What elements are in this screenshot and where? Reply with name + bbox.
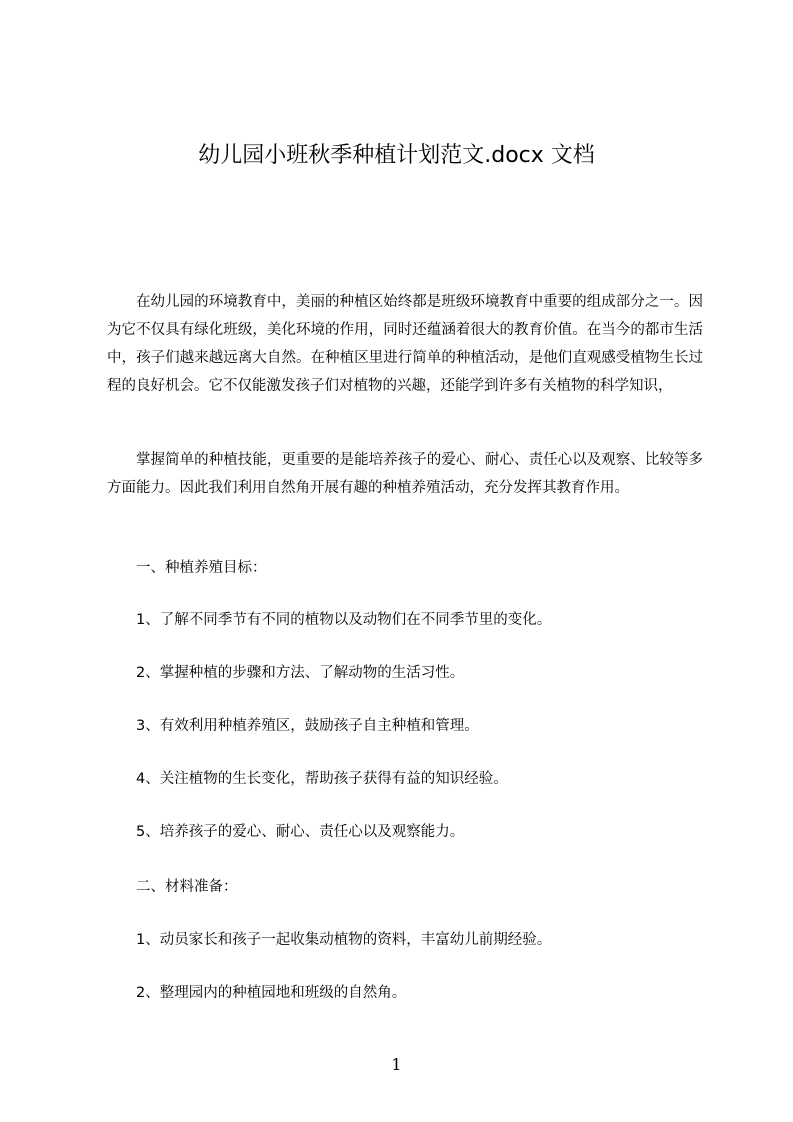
- goal-item-3: 3、有效利用种植养殖区，鼓励孩子自主种植和管理。: [136, 718, 479, 734]
- second-paragraph: 掌握简单的种植技能，更重要的是能培养孩子的爱心、耐心、责任心以及观察、比较等多方面能力。因此我们利用自然角开展有趣的种植养殖活动，充分发挥其教育作用。: [107, 452, 703, 496]
- goal-item-2: 2、掌握种植的步骤和方法、了解动物的生活习性。: [136, 665, 465, 681]
- goal-item-1: 1、了解不同季节有不同的植物以及动物们在不同季节里的变化。: [136, 612, 552, 628]
- material-item-1: 1、动员家长和孩子一起收集动植物的资料，丰富幼儿前期经验。: [136, 932, 552, 948]
- page-number: 1: [391, 1055, 402, 1074]
- goal-item-5: 5、培养孩子的爱心、耐心、责任心以及观察能力。: [136, 824, 465, 840]
- section-heading-goals: 一、种植养殖目标：: [136, 560, 267, 576]
- intro-paragraph: 在幼儿园的环境教育中，美丽的种植区始终都是班级环境教育中重要的组成部分之一。因为它不仅具有绿化班级，美化环境的作用，同时还蕴涵着很大的教育价值。在当今的都市生活中，孩子们越来越远离大自然。在种植区里进行简单的种植活动，是他们直观感受植物生长过程的良好机会。它不仅能激发孩子们对植物的兴趣，还能学到许多有关植物的科学知识，: [107, 294, 703, 394]
- document-title: 幼儿园小班秋季种植计划范文.docx 文档: [198, 143, 595, 168]
- goal-item-4: 4、关注植物的生长变化，帮助孩子获得有益的知识经验。: [136, 771, 508, 787]
- material-item-2: 2、整理园内的种植园地和班级的自然角。: [136, 985, 407, 1001]
- section-heading-materials: 二、材料准备：: [136, 879, 238, 895]
